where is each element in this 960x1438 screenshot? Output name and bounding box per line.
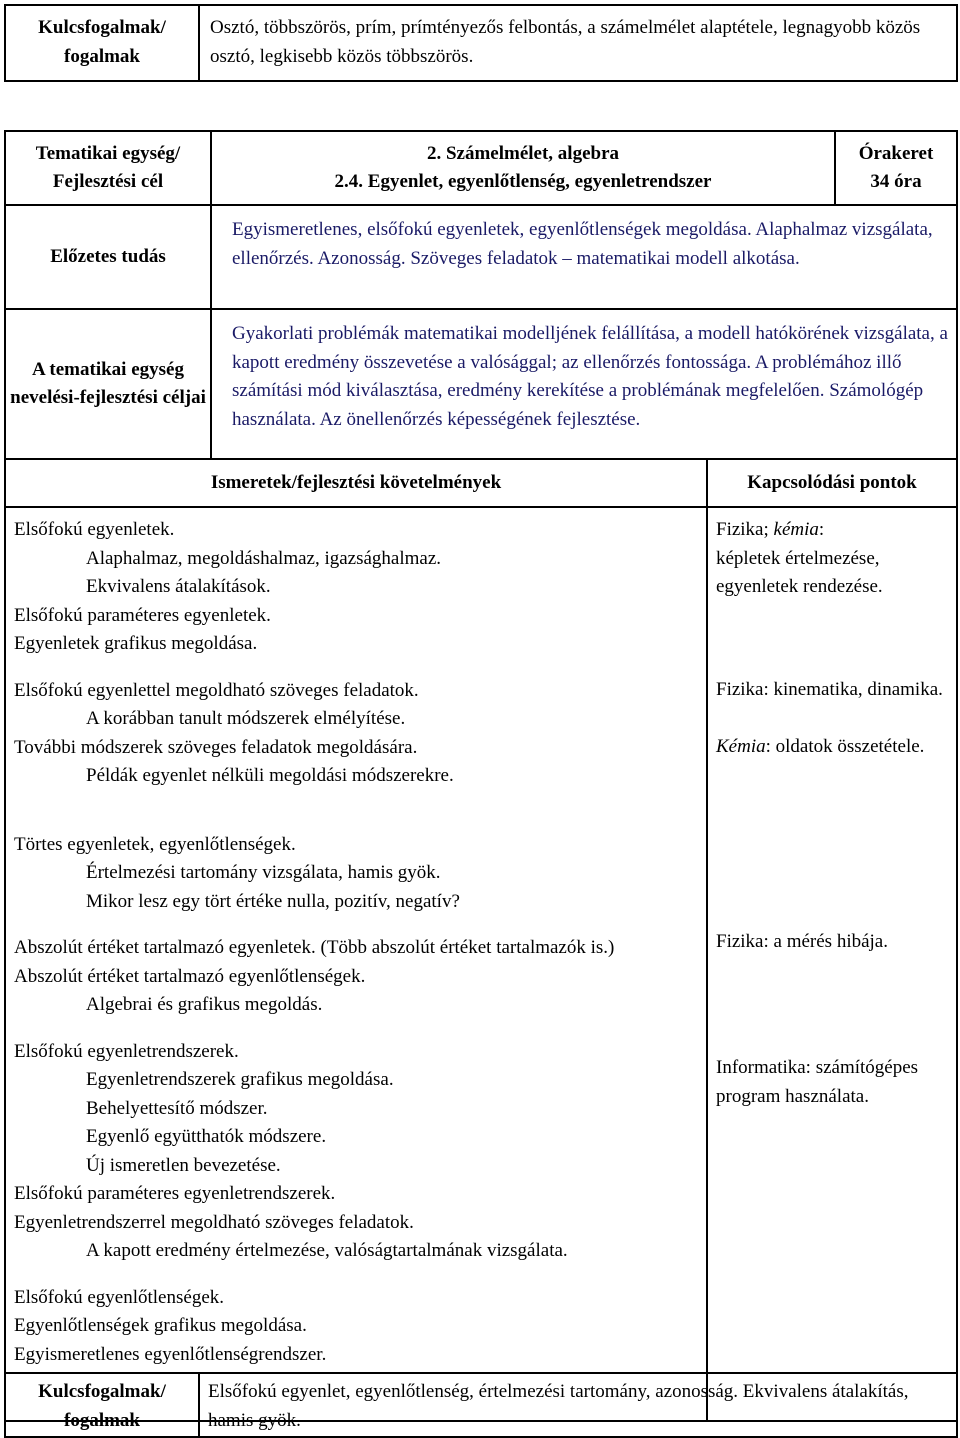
conn-block-1 bbox=[716, 516, 950, 676]
conn-line: Kémia: oldatok összetétele. bbox=[716, 735, 925, 757]
list-item: Törtes egyenletek, egyenlőtlenségek. bbox=[14, 833, 296, 855]
requirements-cell bbox=[5, 507, 707, 1421]
conn-block-3 bbox=[716, 928, 950, 1054]
connections-cell bbox=[707, 507, 957, 1421]
conn-block-4 bbox=[716, 1054, 950, 1111]
col-header-connections: Kapcsolódási pontok bbox=[707, 459, 957, 507]
bottom-key-concepts-text: Elsőfokú egyenlet, egyenlőtlenség, értelmezési tartomány, azonosság. Ekvivalens átalakítás, hamis gyök. bbox=[199, 1373, 957, 1437]
list-item: Elsőfokú egyenlettel megoldható szöveges feladatok. bbox=[14, 679, 419, 701]
top-key-concepts-table bbox=[4, 4, 958, 82]
hours-value: 34 óra bbox=[870, 171, 922, 192]
list-item: Abszolút értéket tartalmazó egyenlőtlenségek. bbox=[14, 965, 366, 987]
col-header-requirements: Ismeretek/fejlesztési követelmények bbox=[5, 459, 707, 507]
list-item: Elsőfokú paraméteres egyenletrendszerek. bbox=[14, 1183, 336, 1204]
list-item: Egyenletrendszerrel megoldható szöveges feladatok. bbox=[14, 1211, 414, 1233]
block-linear-equations bbox=[14, 516, 700, 659]
list-item: További módszerek szöveges feladatok megoldására. bbox=[14, 736, 418, 758]
block-inequalities bbox=[14, 1284, 700, 1370]
top-key-concepts-label: Kulcsfogalmak/ fogalmak bbox=[5, 5, 199, 81]
conn-line: Fizika: kinematika, dinamika. bbox=[716, 679, 943, 700]
conn-line: Informatika: számítógépes program használata. bbox=[716, 1057, 919, 1107]
hours-cell bbox=[835, 131, 957, 205]
list-item: Egyenletek grafikus megoldása. bbox=[14, 633, 258, 654]
top-key-concepts-text: Osztó, többszörös, prím, prímtényezős felbontás, a számelmélet alaptétele, legnagyobb közös osztó, legkisebb közös többszörös. bbox=[199, 5, 957, 81]
hours-label: Órakeret bbox=[858, 142, 934, 164]
conn-block-2 bbox=[716, 676, 950, 928]
list-item: Egyenlőtlenségek grafikus megoldása. bbox=[14, 1315, 307, 1336]
conn-line: Fizika: a mérés hibája. bbox=[716, 931, 888, 952]
conn-line: képletek értelmezése, egyenletek rendezése. bbox=[716, 547, 883, 597]
list-item: Ekvivalens átalakítások. bbox=[86, 576, 271, 597]
list-item: Elsőfokú egyenlőtlenségek. bbox=[14, 1286, 225, 1308]
list-item: Elsőfokú egyenletek. bbox=[14, 519, 175, 540]
unit-table bbox=[4, 130, 958, 460]
list-item: Mikor lesz egy tört értéke nulla, pozitív, negatív? bbox=[86, 890, 460, 912]
list-item: Értelmezési tartomány vizsgálata, hamis gyök. bbox=[86, 862, 441, 883]
list-item: Behelyettesítő módszer. bbox=[86, 1097, 268, 1119]
list-item: Alaphalmaz, megoldáshalmaz, igazsághalmaz. bbox=[86, 547, 442, 569]
goals-text: Gyakorlati problémák matematikai modelljének felállítása, a modell hatókörének vizsgálata, a kapott eredmény összevetése a valósággal; az ellenőrzés fontossága. A problémához illő számítási mód kiválasztása, eredmény kerekítése a problémának megfelelően. Számológép használata. Az önellenőrzés képességének fejlesztése. bbox=[211, 309, 957, 459]
list-item: Algebrai és grafikus megoldás. bbox=[86, 994, 323, 1015]
unit-title-line1: 2. Számelmélet, algebra bbox=[426, 142, 620, 164]
list-item: Új ismeretlen bevezetése. bbox=[86, 1154, 281, 1176]
block-absolute-value bbox=[14, 934, 700, 1020]
block-word-problems bbox=[14, 677, 700, 791]
list-item: Abszolút értéket tartalmazó egyenletek. (Több abszolút értéket tartalmazók is.) bbox=[14, 937, 615, 958]
conn-line: Fizika; kémia: bbox=[716, 519, 825, 540]
bottom-key-concepts-table bbox=[4, 1372, 958, 1438]
list-item: Egyenlő együtthatók módszere. bbox=[86, 1126, 327, 1147]
list-item: Egyismeretlenes egyenlőtlenségrendszer. bbox=[14, 1343, 327, 1365]
prior-knowledge-label: Előzetes tudás bbox=[5, 205, 211, 309]
list-item: Példák egyenlet nélküli megoldási módszerekre. bbox=[86, 765, 454, 786]
list-item: Elsőfokú paraméteres egyenletek. bbox=[14, 604, 271, 626]
goals-label: A tematikai egység nevelési-fejlesztési céljai bbox=[5, 309, 211, 459]
bottom-key-concepts-label: Kulcsfogalmak/ fogalmak bbox=[5, 1373, 199, 1437]
block-fractional bbox=[14, 831, 700, 917]
list-item: Egyenletrendszerek grafikus megoldása. bbox=[86, 1069, 394, 1090]
unit-label: Tematikai egység/ Fejlesztési cél bbox=[5, 131, 211, 205]
main-table bbox=[4, 458, 958, 1422]
list-item: Elsőfokú egyenletrendszerek. bbox=[14, 1040, 239, 1062]
prior-knowledge-text: Egyismeretlenes, elsőfokú egyenletek, egyenlőtlenségek megoldása. Alaphalmaz vizsgálata, ellenőrzés. Azonosság. Szöveges feladatok – matematikai modell alkotása. bbox=[211, 205, 957, 309]
block-systems bbox=[14, 1038, 700, 1266]
list-item: A korábban tanult módszerek elmélyítése. bbox=[86, 708, 406, 729]
unit-title-line2: 2.4. Egyenlet, egyenlőtlenség, egyenletrendszer bbox=[334, 171, 712, 192]
list-item: A kapott eredmény értelmezése, valóságtartalmának vizsgálata. bbox=[86, 1240, 568, 1261]
unit-title bbox=[211, 131, 835, 205]
